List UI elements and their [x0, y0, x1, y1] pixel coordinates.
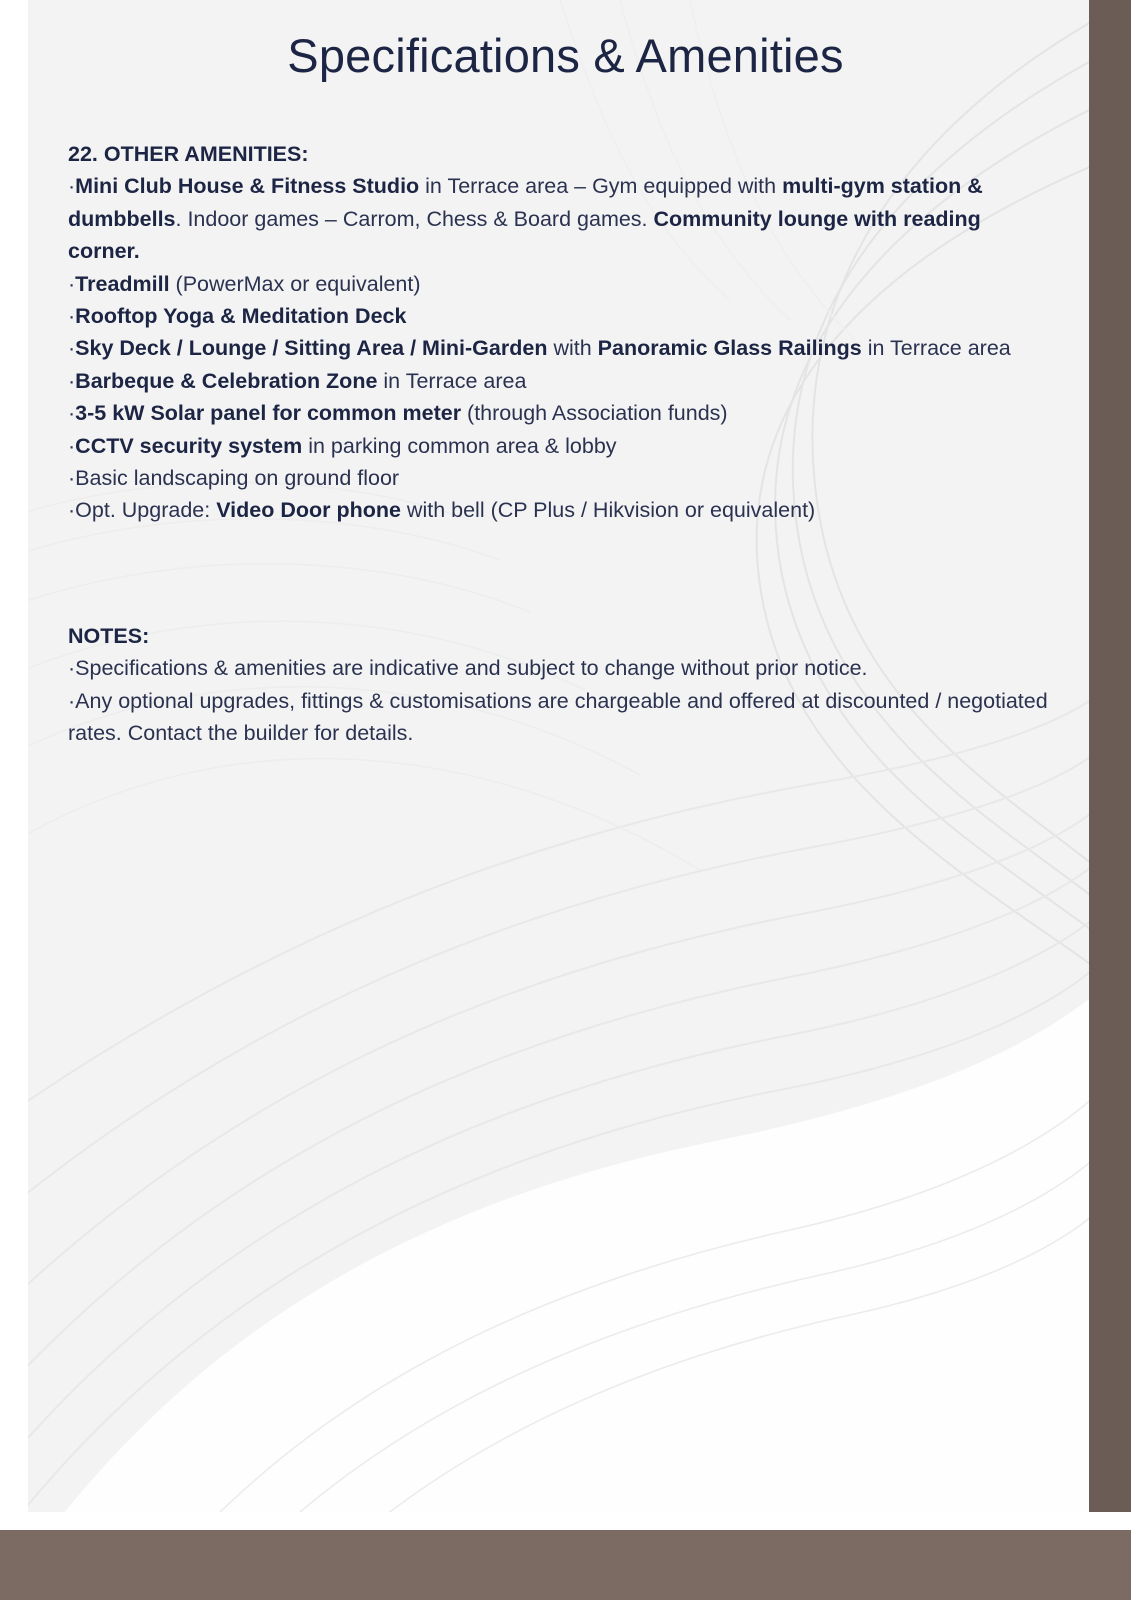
- bullet-line: [68, 652, 1053, 684]
- page-title: Specifications & Amenities: [287, 29, 844, 82]
- bullet-line: [68, 430, 1043, 462]
- bullet-text: . Indoor games – Carrom, Chess & Board games.: [175, 206, 654, 231]
- bullet-line: [68, 685, 1053, 750]
- bullet-text-emphasis: Treadmill: [75, 271, 170, 296]
- bottom-white-gap: [0, 1512, 1131, 1530]
- section-heading: 22. OTHER AMENITIES:: [68, 142, 309, 166]
- notes-section: [68, 620, 1053, 750]
- bullet-text-emphasis: Panoramic Glass Railings: [597, 336, 862, 361]
- bullet-marker: ·: [68, 466, 76, 491]
- other-amenities-section: [68, 138, 1043, 527]
- bullet-text: (through Association funds): [461, 401, 728, 426]
- bullet-marker: ·: [68, 656, 76, 681]
- bullet-text: in Terrace area – Gym equipped with: [419, 174, 783, 199]
- bullet-marker: ·: [68, 688, 76, 713]
- bullet-marker: ·: [68, 271, 76, 296]
- bullet-line: [68, 332, 1043, 364]
- notes-heading: NOTES:: [68, 624, 150, 648]
- bullet-marker: ·: [68, 498, 76, 523]
- bullet-line: [68, 170, 1043, 267]
- bullet-text: Specifications & amenities are indicative and subject to change without prior notice.: [75, 656, 868, 681]
- bullet-text-emphasis: Mini Club House & Fitness Studio: [75, 174, 420, 199]
- bullet-text-emphasis: multi-gym station & dumbbells: [68, 174, 983, 231]
- amenities-list: [68, 170, 1043, 526]
- bullet-line: [68, 268, 1043, 300]
- bullet-line: [68, 365, 1043, 397]
- bullet-text: in Terrace area: [861, 336, 1011, 361]
- bullet-text-emphasis: 3-5 kW Solar panel for common meter: [75, 401, 462, 426]
- bullet-marker: ·: [68, 401, 76, 426]
- bullet-marker: ·: [68, 174, 76, 199]
- bullet-marker: ·: [68, 433, 76, 458]
- bullet-text-emphasis: Rooftop Yoga & Meditation Deck: [75, 304, 407, 329]
- bullet-text-emphasis: Video Door phone: [216, 498, 401, 523]
- right-accent-bar: [1089, 0, 1131, 1600]
- bullet-line: [68, 494, 1043, 526]
- bullet-marker: ·: [68, 304, 76, 329]
- bullet-text: with: [547, 336, 598, 361]
- bullet-text: Any optional upgrades, fittings & customisations are chargeable and offered at discounted / negotiated rates. Contact the builder for details.: [68, 688, 1048, 746]
- bullet-line: [68, 397, 1043, 429]
- bullet-marker: ·: [68, 368, 76, 393]
- bullet-line: [68, 300, 1043, 332]
- bullet-text: in Terrace area: [377, 368, 527, 393]
- bullet-text: with bell (CP Plus / Hikvision or equivalent): [400, 498, 816, 523]
- bullet-line: [68, 462, 1043, 494]
- bottom-accent-bar: [0, 1530, 1131, 1600]
- notes-list: [68, 652, 1053, 749]
- bullet-text: Opt. Upgrade:: [75, 498, 217, 523]
- bullet-text-emphasis: Barbeque & Celebration Zone: [75, 368, 378, 393]
- bullet-text: (PowerMax or equivalent): [169, 271, 421, 296]
- bullet-marker: ·: [68, 336, 76, 361]
- bullet-text-emphasis: Community lounge with reading corner.: [68, 206, 981, 264]
- bullet-text: in parking common area & lobby: [302, 433, 617, 458]
- bullet-text: Basic landscaping on ground floor: [75, 466, 400, 491]
- bullet-text-emphasis: CCTV security system: [75, 433, 303, 458]
- left-white-margin: [0, 0, 28, 1600]
- bullet-text-emphasis: Sky Deck / Lounge / Sitting Area / Mini-Garden: [75, 336, 548, 361]
